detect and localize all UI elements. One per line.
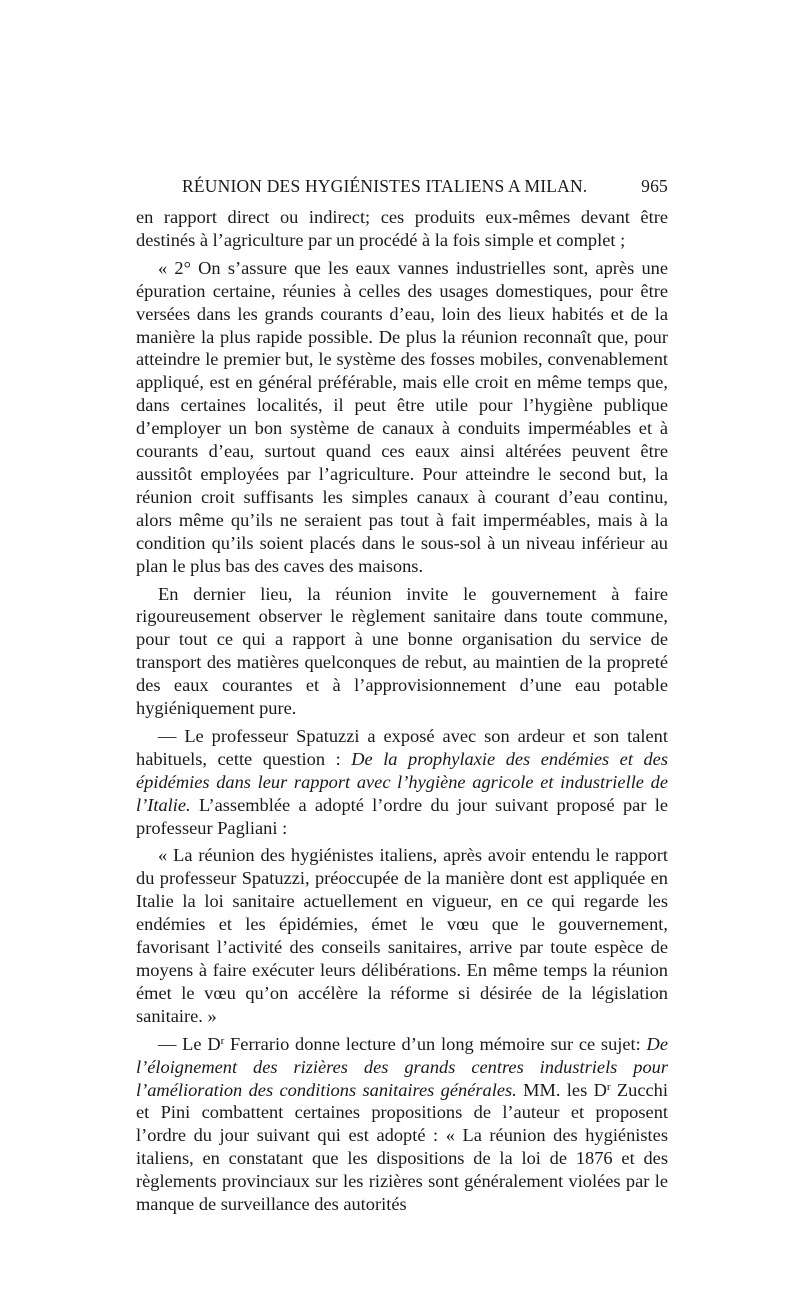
doctor-abbrev-sup: r xyxy=(220,1034,225,1047)
paragraph-resolution-point-2: « 2° On s’assure que les eaux vannes industrielles sont, après une épuration certaine, réunies à celles des usages domestiques, pour être versées dans les grands courants d’eau, loin des lieux habités et de la manière la plus rapide possible. De plus la réunion reconnaît que, pour atteindre le premier but, le système des fosses mobiles, convenablement appliqué, est en général préférable, mais elle croit en même temps que, dans certaines localités, il peut être utile pour l’hygiène publique d’employer un bon système de canaux à conduits imperméables et à courants d’eau, surtout quand ces eaux ainsi altérées peuvent être aussitôt employées par l’agriculture. Pour atteindre le second but, la réunion croit suffisants les simples canaux à courant d’eau continu, alors même qu’ils ne seraient pas tout à fait imperméables, mais à la condition qu’ils soient placés dans le sous-sol à un niveau inférieur au plan le plus bas des caves des maisons. xyxy=(136,257,668,576)
ferrario-intro: — Le D xyxy=(158,1033,221,1054)
ferrario-mm: MM. les D xyxy=(523,1079,607,1100)
spatuzzi-outcome: L’assemblée a adopté l’ordre du jour suivant proposé par le professeur Pagliani : xyxy=(136,794,668,838)
paragraph-continuation: en rapport direct ou indirect; ces produits eux-mêmes devant être destinés à l’agriculture par un procédé à la fois simple et complet ; xyxy=(136,207,668,250)
running-header xyxy=(136,176,668,206)
zucchi-pini-text: Zucchi et Pini combattent certaines propositions de l’auteur et proposent l’ordre du jour suivant qui est adopté : « La réunion des hygiénistes italiens, en constatant que les dispositions de la loi de 1876 et des règlements provinciaux sur les rizières sont généralement violées par le manque de surveillance des autorités xyxy=(136,1079,668,1215)
paragraph-pagliani-resolution: « La réunion des hygiénistes italiens, après avoir entendu le rapport du professeur Spatuzzi, préoccupée de la manière dont est appliquée en Italie la loi sanitaire actuellement en vigueur, en ce qui regarde les endémies et les épidémies, émet le vœu que le gouvernement, favorisant l’activité des conseils sanitaires, arrive par toute espèce de moyens à faire exécuter leurs délibérations. En même temps la réunion émet le vœu qu’on accélère la réforme si désirée de la législation sanitaire. » xyxy=(136,845,668,1026)
spatuzzi-intro: — Le professeur Spatuzzi a exposé avec son ardeur et son talent habituels, cette question : xyxy=(136,725,668,769)
paragraph-final-invitation: En dernier lieu, la réunion invite le gouvernement à faire rigoureusement observer le règlement sanitaire dans toute commune, pour tout ce qui a rapport à une bonne organisation du service de transport des matières quelconques de rebut, au maintien de la propreté des eaux courantes et à l’approvisionnement d’une eau potable hygiéniquement pure. xyxy=(136,583,668,719)
paragraph-ferrario xyxy=(136,1033,668,1216)
doctor-abbrev-sup-2: r xyxy=(606,1080,611,1093)
paragraph-spatuzzi xyxy=(136,725,668,840)
running-title: RÉUNION DES HYGIÉNISTES ITALIENS A MILAN. xyxy=(182,176,588,196)
spatuzzi-topic-title: De la prophylaxie des endémies et des épidémies dans leur rapport avec l’hygiène agricole et industrielle de l’Italie. xyxy=(136,748,668,815)
body-text xyxy=(136,206,668,1221)
ferrario-lecture: Ferrario donne lecture d’un long mémoire sur ce sujet: xyxy=(230,1033,641,1054)
ferrario-memoir-title: De l’éloignement des rizières des grands centres industriels pour l’amélioration des conditions sanitaires générales. xyxy=(136,1033,668,1100)
page-number: 965 xyxy=(641,176,668,196)
